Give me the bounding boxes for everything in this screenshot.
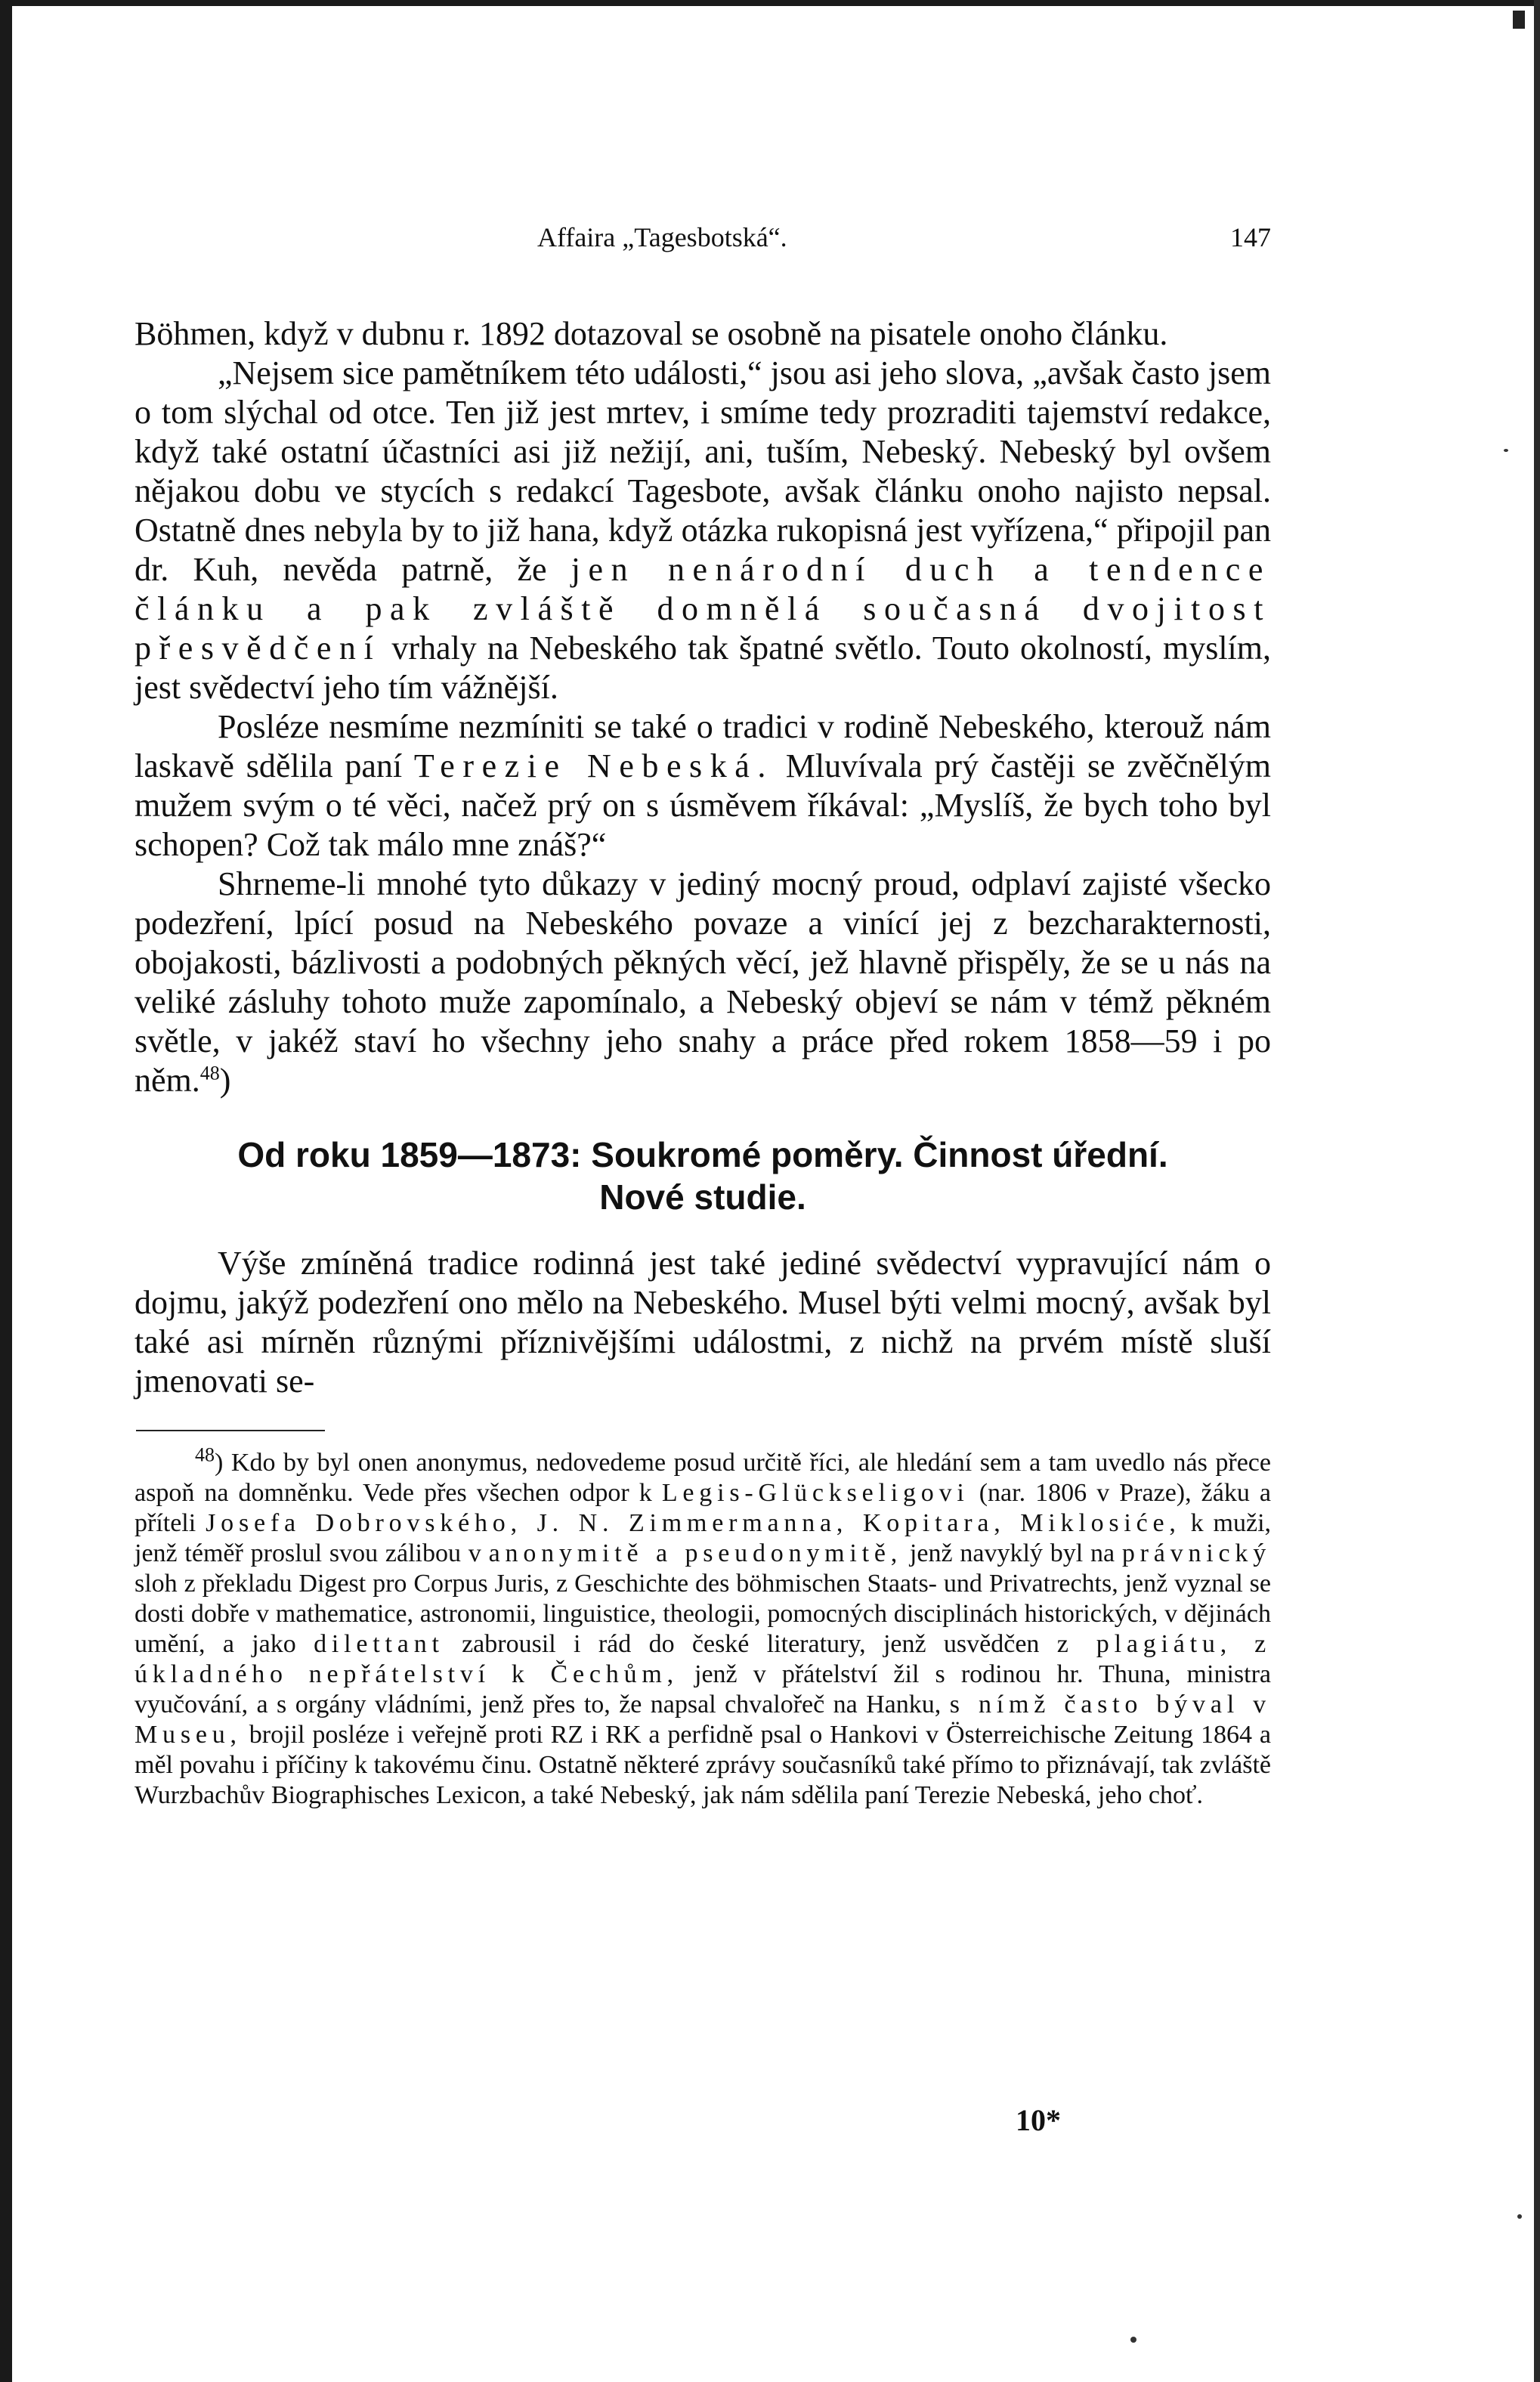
- footnote-plagiarism: z plagiátu, z úkladného nepřátelství k Čechům,: [135, 1630, 1272, 1688]
- footnote-anonymity: anonymitě a pseudonymitě,: [488, 1539, 903, 1567]
- footnote-names-dobrovsky: Josefa Dobrovského, J. N. Zimmermanna, Kopitara, Miklosiće,: [206, 1509, 1181, 1537]
- paragraph-2-spaced: jen nenárodní duch a tendence článku a pak zvláště domnělá současná dvojitost přesvědčení: [135, 551, 1271, 667]
- book-page: [135, 219, 1271, 1811]
- section-heading-line-2: Nové studie.: [599, 1177, 806, 1217]
- paragraph-3-part-a: Posléze nesmíme nezmíniti se také o tradici v rodině Nebeského, kterouž nám laskavě sdělila paní: [135, 708, 1271, 784]
- paragraph-2-part-a: „Nejsem sice pamětníkem této události,“ jsou asi jeho slova, „avšak často jsem o tom slýchal od otce. Ten již jest mrtev, i smíme tedy prozraditi tajemství redakce, když také ostatní účastníci asi již nežijí, ani, tuším, Nebeský. Nebeský byl ovšem nějakou dobu ve stycích s redakcí Tagesbote, avšak článku onoho najisto nepsal. Ostatně dnes nebyla by to již hana, když otázka rukopisná jest vyřízena,“ připojil pan dr. Kuh, nevěda patrně, že: [135, 354, 1271, 588]
- footnote-dilettant: dilettant: [314, 1630, 444, 1658]
- page-number: 147: [1230, 222, 1271, 252]
- paragraph-2: [135, 354, 1271, 707]
- scan-speck: [1517, 2214, 1522, 2219]
- paragraph-4: [135, 865, 1271, 1100]
- scan-speck: [1130, 2337, 1136, 2343]
- printer-signature: 10*: [1016, 2103, 1061, 2137]
- footnote-text-2: (nar. 1806 v Praze), žáku a příteli: [135, 1479, 1272, 1537]
- footnote-pravnicky: právnický: [1121, 1539, 1272, 1567]
- paragraph-3: [135, 707, 1271, 865]
- footnote-text-6: zabrousil i rád do české literatury, jenž usvědčen: [462, 1630, 1040, 1658]
- footnote-reference-close: ): [219, 1062, 231, 1099]
- footnote-name-legis: Legis-Glückseligovi: [661, 1479, 969, 1507]
- paragraph-4-text: Shrneme-li mnohé tyto důkazy v jediný mocný proud, odplaví zajisté všecko podezření, lpící posud na Nebeského povaze a vinící jej z bezcharakternosti, obojakosti, bázlivosti a podobných pěkných věcí, jež hlavně přispěly, že se u nás na veliké zásluhy tohoto muže zapomínalo, a Nebeský objeví se nám v témž pěkném světle, v jakéž staví ho všechny jeho snahy a práce před rokem 1858—59 i po něm.: [135, 865, 1271, 1099]
- scan-border-top: [0, 0, 1540, 6]
- paragraph-3-part-b: Mluvívala prý častěji se zvěčnělým mužem svým o té věci, načež prý on s úsměvem říkával:: [135, 747, 1272, 824]
- scan-border-left: [0, 0, 12, 2382]
- footnote-text-4: jenž navyklý byl na: [909, 1539, 1115, 1567]
- paragraph-1: Böhmen, když v dubnu r. 1892 dotazoval se osobně na pisatele onoho článku.: [135, 315, 1168, 352]
- footnote-text-1: ) Kdo by byl onen anonymus, nedovedeme posud určitě říci, ale hledání sem a tam uvedlo nás přece aspoň na domněnku. Vede přes všechen odpor k: [135, 1449, 1271, 1507]
- scan-speck: [1504, 449, 1508, 452]
- footnote: [135, 1443, 1272, 1811]
- footnote-text-7: jenž v přátelství žil s rodinou hr. Thuna, ministra vyučování, a s orgány vládními, jenž přes to, že napsal chvalořeč na Hanku,: [135, 1660, 1271, 1718]
- footnote-text-8: brojil posléze i veřejně proti RZ i RK a perfidně psal o Hankovi v Österreichische Zeitung 1864 a měl povahu i příčiny k takovému činu. Ostatně některé zprávy současníků také přímo to přiznávají, tak zvláště Wurzbachův Biographisches Lexicon, a také Nebeský, jak nám sdělila paní Terezie Nebeská, jeho choť.: [135, 1721, 1271, 1809]
- scan-border-right: [1534, 0, 1540, 2382]
- running-head: [135, 219, 1271, 255]
- scan-corner-mark: [1513, 11, 1525, 29]
- footnote-marker: 48: [195, 1443, 215, 1466]
- paragraph-2-part-c: vrhaly na Nebeského tak špatné světlo. Touto okolností, myslím, jest svědectví jeho tím vážnější.: [135, 630, 1271, 706]
- section-heading-line-1: Od roku 1859—1873: Soukromé poměry. Činnost úřední.: [237, 1135, 1168, 1174]
- paragraph-3-name: Terezie Nebeská.: [413, 747, 774, 784]
- footnote-divider: [136, 1430, 325, 1431]
- section-heading: [135, 1134, 1271, 1218]
- paragraph-3-quote: „Myslíš, že bych toho byl schopen? Což tak málo mne znáš?“: [135, 787, 1271, 863]
- footnote-text-5: sloh z překladu Digest pro Corpus Juris, z Geschichte des böhmischen Staats- und Privatrechts, jenž vyznal se dosti dobře v mathematice, astronomii, linguistice, theologii, pomocných disciplinách historických, v dějinách umění, a jako: [135, 1570, 1271, 1658]
- footnote-reference: 48: [199, 1062, 220, 1084]
- paragraph-5: Výše zmíněná tradice rodinná jest také jediné svědectví vypravující nám o dojmu, jakýž podezření ono mělo na Nebeského. Musel býti velmi mocný, avšak byl také asi mírněn různými příznivějšími událostmi, z nichž na prvém místě sluší jmenovati se-: [135, 1245, 1271, 1400]
- footnote-text-3: k muži, jenž téměř proslul svou zálibou v: [135, 1509, 1272, 1567]
- main-text: [135, 314, 1271, 1401]
- footnote-museum: s nímž často býval v Museu,: [135, 1691, 1271, 1749]
- running-title: Affaira „Tagesbotská“.: [537, 222, 787, 252]
